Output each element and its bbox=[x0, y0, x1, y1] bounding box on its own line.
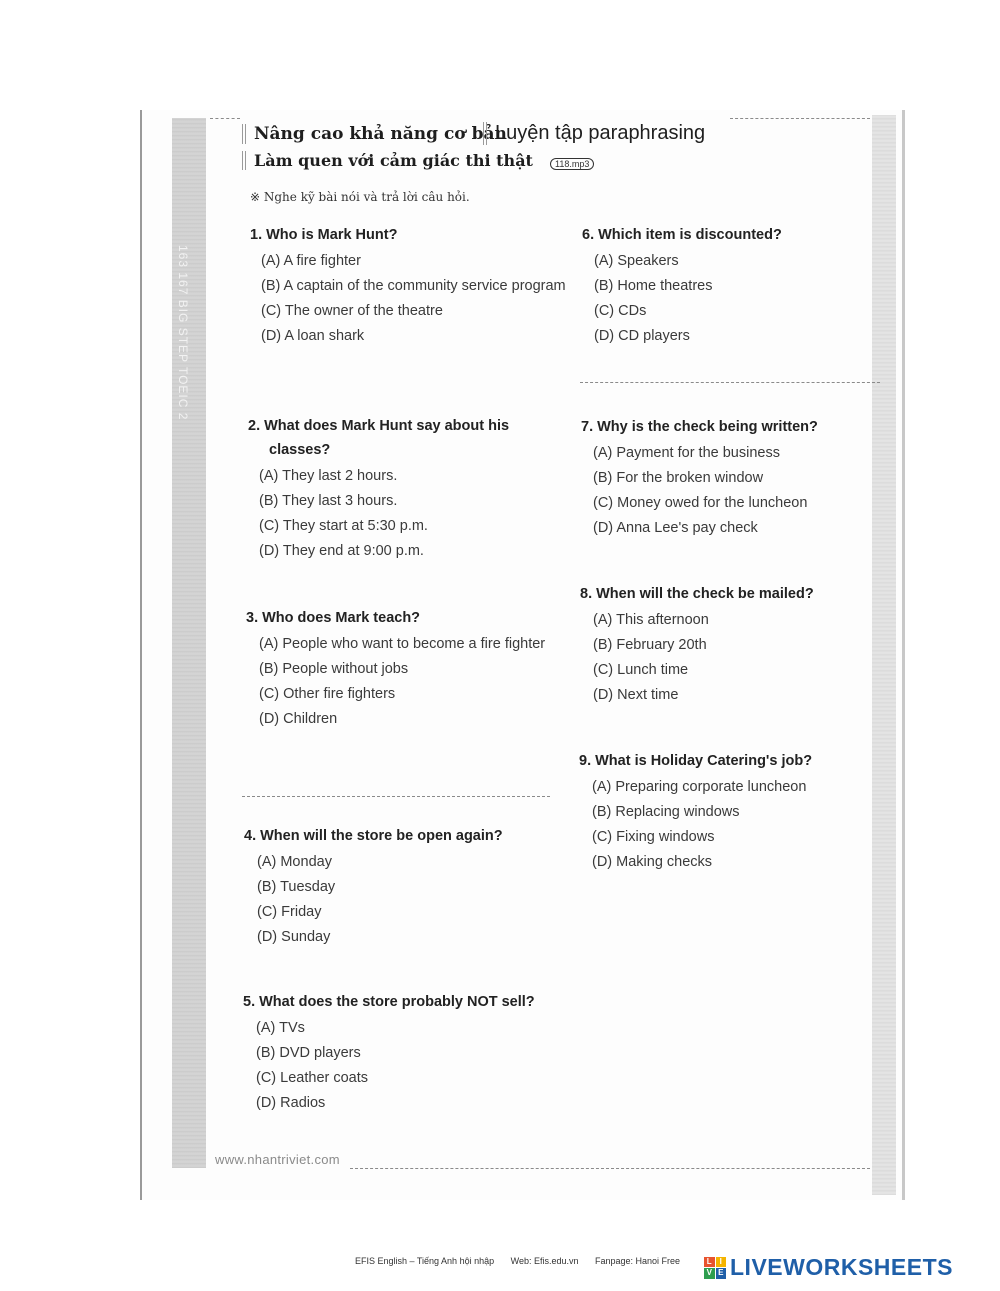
footer-url: www.nhantriviet.com bbox=[215, 1152, 340, 1167]
option-b[interactable]: (B) Home theatres bbox=[594, 278, 713, 294]
option-b[interactable]: (B) DVD players bbox=[256, 1045, 361, 1061]
question-8 bbox=[580, 582, 870, 708]
question-number: 3. bbox=[246, 610, 259, 626]
option-b-text: (B) A captain of the community service program bbox=[261, 278, 566, 294]
question-2 bbox=[248, 414, 558, 564]
question-text: What is Holiday Catering's job? bbox=[595, 753, 813, 769]
liveworksheets-logo[interactable] bbox=[700, 1254, 957, 1281]
question-text: Who is Mark Hunt? bbox=[266, 227, 398, 243]
question-text: Why is the check being written? bbox=[597, 419, 818, 435]
fanpage-label: Fanpage: Hanoi Free bbox=[595, 1256, 681, 1266]
option-c[interactable]: (C) Friday bbox=[257, 904, 322, 920]
option-b[interactable]: (B) Tuesday bbox=[257, 879, 336, 895]
top-dashed-line bbox=[210, 118, 240, 119]
question-text: What does the store probably NOT sell? bbox=[259, 994, 535, 1010]
option-a[interactable]: (A) A fire fighter bbox=[261, 253, 361, 269]
option-a[interactable]: (A) This afternoon bbox=[593, 612, 709, 628]
option-a-text: (A) People who want to become a fire fighter bbox=[259, 636, 546, 652]
question-5 bbox=[243, 990, 573, 1116]
option-d[interactable]: (D) They end at 9:00 p.m. bbox=[259, 543, 424, 559]
separator-right-column bbox=[580, 382, 880, 383]
option-d[interactable]: (D) Children bbox=[259, 711, 338, 727]
option-d[interactable]: (D) Radios bbox=[256, 1095, 326, 1111]
question-text: What does Mark Hunt say about his classes? bbox=[264, 418, 510, 458]
question-3 bbox=[246, 606, 546, 732]
side-strip-label: 163 167 BIG STEP TOEIC 2 bbox=[176, 245, 190, 421]
question-number: 2. bbox=[248, 418, 261, 434]
question-4 bbox=[244, 824, 554, 950]
option-a[interactable]: (A) Monday bbox=[257, 854, 332, 870]
option-d[interactable]: (D) Next time bbox=[593, 687, 679, 703]
option-a[interactable]: (A) Speakers bbox=[594, 253, 679, 269]
option-a[interactable]: (A) Payment for the business bbox=[593, 445, 780, 461]
bottom-info-bar bbox=[355, 1256, 694, 1266]
bottom-dashed-line bbox=[350, 1168, 870, 1169]
question-number: 4. bbox=[244, 828, 257, 844]
logo-letter-v: V bbox=[704, 1268, 715, 1279]
option-b[interactable]: (B) Replacing windows bbox=[592, 804, 740, 820]
question-text: Who does Mark teach? bbox=[262, 610, 421, 626]
efis-label: EFIS English – Tiếng Anh hội nhập bbox=[355, 1256, 495, 1266]
option-c[interactable]: (C) The owner of the theatre bbox=[261, 303, 443, 319]
option-b[interactable]: (B) February 20th bbox=[593, 637, 707, 653]
option-d[interactable]: (D) CD players bbox=[594, 328, 690, 344]
liveworksheets-text: LIVEWORKSHEETS bbox=[730, 1254, 953, 1280]
web-label: Web: Efis.edu.vn bbox=[510, 1256, 579, 1266]
question-6 bbox=[582, 223, 862, 349]
option-c[interactable]: (C) They start at 5:30 p.m. bbox=[259, 518, 428, 534]
option-a[interactable]: (A) TVs bbox=[256, 1020, 305, 1036]
logo-letter-e: E bbox=[716, 1268, 727, 1279]
instruction-text: ※ Nghe kỹ bài nói và trả lời câu hỏi. bbox=[250, 190, 470, 204]
option-c[interactable]: (C) Lunch time bbox=[593, 662, 689, 678]
question-text: When will the store be open again? bbox=[260, 828, 503, 844]
audio-file-tag: 118.mp3 bbox=[550, 158, 594, 170]
option-a[interactable]: (A) Preparing corporate luncheon bbox=[592, 779, 807, 795]
option-d[interactable]: (D) Anna Lee's pay check bbox=[593, 520, 758, 536]
option-d[interactable]: (D) A loan shark bbox=[261, 328, 365, 344]
separator-left-column bbox=[242, 796, 550, 797]
option-c[interactable]: (C) CDs bbox=[594, 303, 647, 319]
logo-letter-l: L bbox=[704, 1257, 715, 1268]
option-c[interactable]: (C) Other fire fighters bbox=[259, 686, 396, 702]
option-c[interactable]: (C) Leather coats bbox=[256, 1070, 369, 1086]
top-dashed-line-right bbox=[730, 118, 870, 119]
option-b[interactable] bbox=[261, 274, 575, 299]
question-number: 9. bbox=[579, 753, 592, 769]
option-b[interactable]: (B) They last 3 hours. bbox=[259, 493, 398, 509]
question-text: When will the check be mailed? bbox=[596, 586, 814, 602]
option-a[interactable] bbox=[259, 632, 563, 657]
subtitle: Làm quen với cảm giác thi thật bbox=[242, 151, 533, 170]
option-c[interactable]: (C) Fixing windows bbox=[592, 829, 715, 845]
option-a[interactable]: (A) They last 2 hours. bbox=[259, 468, 398, 484]
question-number: 8. bbox=[580, 586, 593, 602]
option-d[interactable]: (D) Making checks bbox=[592, 854, 713, 870]
question-number: 1. bbox=[250, 227, 263, 243]
question-number: 6. bbox=[582, 227, 595, 243]
question-7 bbox=[581, 415, 871, 541]
option-b[interactable]: (B) People without jobs bbox=[259, 661, 409, 677]
question-number: 7. bbox=[581, 419, 594, 435]
right-strip bbox=[872, 115, 896, 1195]
option-c[interactable]: (C) Money owed for the luncheon bbox=[593, 495, 808, 511]
question-text: Which item is discounted? bbox=[598, 227, 782, 243]
question-number: 5. bbox=[243, 994, 256, 1010]
question-1 bbox=[250, 223, 566, 349]
question-9 bbox=[579, 749, 869, 875]
title-left: Nâng cao khả năng cơ bản bbox=[242, 124, 507, 144]
liveworksheets-icon bbox=[704, 1257, 726, 1279]
option-d[interactable]: (D) Sunday bbox=[257, 929, 331, 945]
logo-letter-i: I bbox=[716, 1257, 727, 1268]
title-right: Luyện tập paraphrasing bbox=[483, 122, 705, 145]
option-b[interactable]: (B) For the broken window bbox=[593, 470, 764, 486]
